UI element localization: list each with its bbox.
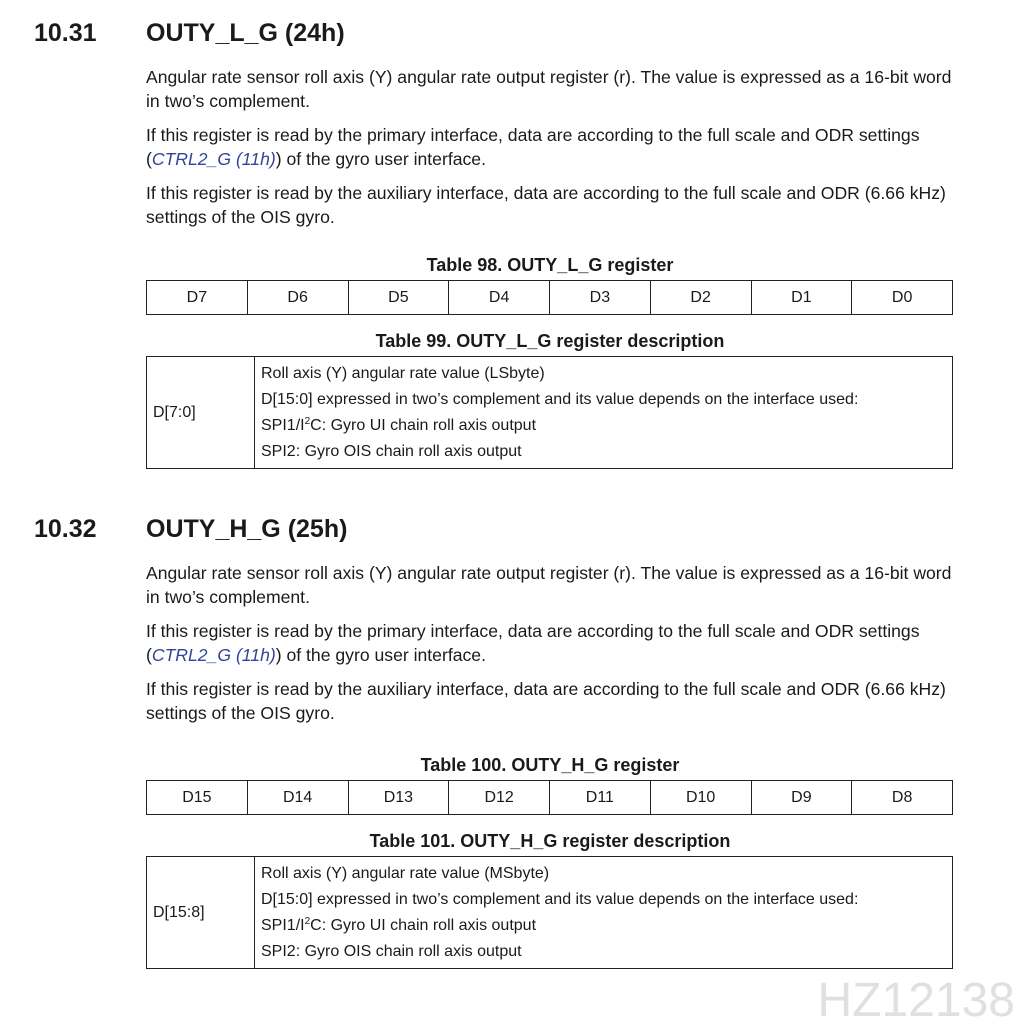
paragraph-text: If this register is read by the primary interface, data are according to the full scale and ODR settings (: [146, 621, 920, 665]
bit-cell: D4: [449, 281, 550, 315]
watermark: HZ12138: [817, 974, 1015, 1027]
bit-cell: D5: [348, 281, 449, 315]
paragraph-primary-interface: [146, 123, 958, 171]
bit-cell: D10: [650, 781, 751, 815]
superscript: 2: [304, 415, 311, 427]
bit-cell: D6: [247, 281, 348, 315]
paragraph-register-description: Angular rate sensor roll axis (Y) angular rate output register (r). The value is expressed as a 16-bit word in two’s complement.: [146, 563, 952, 607]
ctrl2-g-link[interactable]: CTRL2_G (11h): [151, 149, 276, 169]
description-text: C: Gyro UI chain roll axis output: [310, 916, 537, 934]
description-line: Roll axis (Y) angular rate value (LSbyte): [261, 364, 545, 382]
description-line: D[15:0] expressed in two’s complement and its value depends on the interface used:: [261, 390, 859, 408]
field-description-cell: [255, 357, 953, 469]
bit-cell: D7: [147, 281, 248, 315]
bit-cell: D8: [852, 781, 953, 815]
paragraph-auxiliary-interface: If this register is read by the auxiliary interface, data are according to the full scale and ODR (6.66 kHz) settings of the OIS gyro.: [146, 679, 946, 723]
description-line: Roll axis (Y) angular rate value (MSbyte): [261, 864, 550, 882]
description-line: SPI2: Gyro OIS chain roll axis output: [261, 942, 522, 960]
bit-cell: D3: [550, 281, 651, 315]
section-title: OUTY_L_G (24h): [146, 19, 345, 47]
bit-cell: D13: [348, 781, 449, 815]
bit-cell: D14: [247, 781, 348, 815]
bit-cell: D2: [650, 281, 751, 315]
register-bits-table: [146, 780, 953, 815]
field-description-cell: [255, 857, 953, 969]
description-line: D[15:0] expressed in two’s complement and its value depends on the interface used:: [261, 890, 859, 908]
description-text: SPI1/I: [261, 916, 305, 934]
paragraph-text: If this register is read by the primary interface, data are according to the full scale and ODR settings (: [146, 125, 920, 169]
register-table-caption: Table 98. OUTY_L_G register: [426, 255, 674, 275]
section-title: OUTY_H_G (25h): [146, 515, 348, 543]
description-text: C: Gyro UI chain roll axis output: [310, 416, 537, 434]
paragraph-register-description: Angular rate sensor roll axis (Y) angular rate output register (r). The value is expressed as a 16-bit word in two’s complement.: [146, 67, 952, 111]
bit-cell: D12: [449, 781, 550, 815]
table-row: [147, 857, 953, 969]
paragraph-auxiliary-interface: If this register is read by the auxiliary interface, data are according to the full scale and ODR (6.66 kHz) settings of the OIS gyro.: [146, 183, 946, 227]
section-number: 10.31: [34, 19, 97, 47]
description-table-caption: Table 101. OUTY_H_G register description: [369, 831, 731, 851]
paragraph-primary-interface: [146, 619, 958, 667]
description-line: SPI2: Gyro OIS chain roll axis output: [261, 442, 522, 460]
superscript: 2: [304, 915, 311, 927]
description-line: [261, 913, 946, 939]
paragraph-text: ) of the gyro user interface.: [275, 149, 486, 169]
section-number: 10.32: [34, 515, 97, 543]
field-name-cell: D[7:0]: [147, 357, 255, 469]
table-row: [147, 357, 953, 469]
description-table-caption: Table 99. OUTY_L_G register description: [375, 331, 725, 351]
table-row: [147, 281, 953, 315]
description-text: SPI1/I: [261, 416, 305, 434]
bit-cell: D9: [751, 781, 852, 815]
ctrl2-g-link[interactable]: CTRL2_G (11h): [151, 645, 276, 665]
bit-cell: D11: [550, 781, 651, 815]
field-name-cell: D[15:8]: [147, 857, 255, 969]
register-description-table: [146, 356, 953, 469]
register-table-caption: Table 100. OUTY_H_G register: [420, 755, 680, 775]
table-row: [147, 781, 953, 815]
bit-cell: D0: [852, 281, 953, 315]
paragraph-text: ) of the gyro user interface.: [275, 645, 486, 665]
description-line: [261, 413, 946, 439]
bit-cell: D1: [751, 281, 852, 315]
register-bits-table: [146, 280, 953, 315]
bit-cell: D15: [147, 781, 248, 815]
register-description-table: [146, 856, 953, 969]
